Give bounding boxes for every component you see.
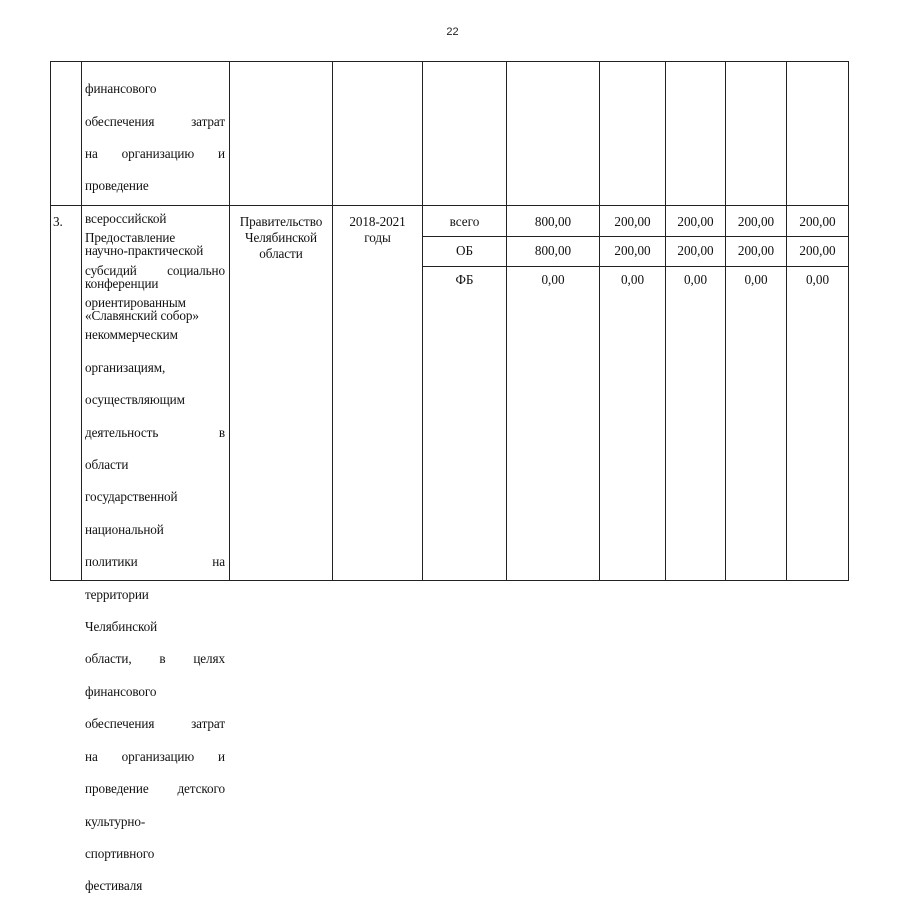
amount-2021: 0,00 — [805, 272, 830, 287]
description-line: культурно- — [85, 813, 146, 829]
column-divider — [665, 61, 666, 581]
description-line: фестиваля — [85, 878, 143, 894]
description-line: всероссийской — [85, 210, 167, 226]
table-border-right — [848, 61, 849, 581]
amount-2019: 0,00 — [683, 272, 708, 287]
row-number: 3. — [53, 214, 63, 229]
description-line: на организацию и — [85, 146, 225, 162]
amount-2020: 0,00 — [744, 272, 768, 287]
funding-source-total: всего — [449, 214, 480, 229]
description-line: обеспечения затрат — [85, 716, 225, 732]
description-line: области, в целях — [85, 651, 225, 667]
subrow-divider — [422, 236, 849, 237]
column-divider — [506, 61, 507, 581]
amount-total: 0,00 — [541, 272, 565, 287]
description-line: финансового — [85, 683, 157, 699]
column-divider — [725, 61, 726, 581]
description-line: финансового — [85, 81, 157, 97]
amount-2019: 200,00 — [677, 243, 714, 258]
column-divider — [229, 61, 230, 581]
table-border-left — [50, 61, 51, 581]
description-line: национальной — [85, 521, 164, 537]
description-line: проведение — [85, 178, 149, 194]
description-line: «Славянский собор» — [85, 308, 199, 324]
amount-2021: 200,00 — [799, 214, 836, 229]
description-line: на организацию и — [85, 748, 225, 764]
description-line: субсидий социально — [85, 262, 225, 278]
program-table — [50, 61, 849, 894]
description-line: некоммерческим — [85, 327, 178, 343]
amount-total: 800,00 — [534, 214, 572, 229]
amount-2019: 200,00 — [677, 214, 714, 229]
column-divider — [422, 61, 423, 581]
amount-2020: 200,00 — [737, 243, 775, 258]
column-divider — [786, 61, 787, 581]
description-line: обеспечения затрат — [85, 113, 225, 129]
column-divider — [332, 61, 333, 581]
description-line: области — [85, 457, 129, 473]
subrow-divider — [422, 266, 849, 267]
amount-2018: 200,00 — [614, 214, 651, 229]
description-line: спортивного — [85, 845, 155, 861]
description-line: Предоставление — [85, 230, 176, 246]
description-line: государственной — [85, 489, 178, 505]
amount-2018: 0,00 — [620, 272, 645, 287]
description-line: территории — [85, 586, 149, 602]
description-line: политики на — [85, 554, 225, 570]
table-border-top — [50, 61, 849, 62]
funding-source-federal: ФБ — [455, 272, 474, 287]
page-number: 22 — [446, 26, 459, 38]
description-line: научно-практической — [85, 243, 204, 259]
column-divider — [599, 61, 600, 581]
description-line: организациям, — [85, 359, 166, 375]
description-line: осуществляющим — [85, 392, 185, 408]
column-divider — [81, 61, 82, 581]
amount-total: 800,00 — [534, 243, 572, 258]
description-line: Челябинской — [85, 619, 158, 635]
amount-2021: 200,00 — [799, 243, 836, 258]
description-line: конференции — [85, 275, 159, 291]
description-line: деятельность в — [85, 424, 225, 440]
row3-description — [85, 214, 225, 911]
description-line: ориентированным — [85, 295, 186, 311]
amount-2020: 200,00 — [737, 214, 775, 229]
funding-source-regional: ОБ — [455, 243, 474, 258]
period-cell: 2018-2021 годы — [349, 214, 406, 246]
amount-2018: 200,00 — [614, 243, 651, 258]
executor-cell: Правительство Челябинской области — [239, 214, 323, 262]
description-line: проведение детского — [85, 781, 225, 797]
